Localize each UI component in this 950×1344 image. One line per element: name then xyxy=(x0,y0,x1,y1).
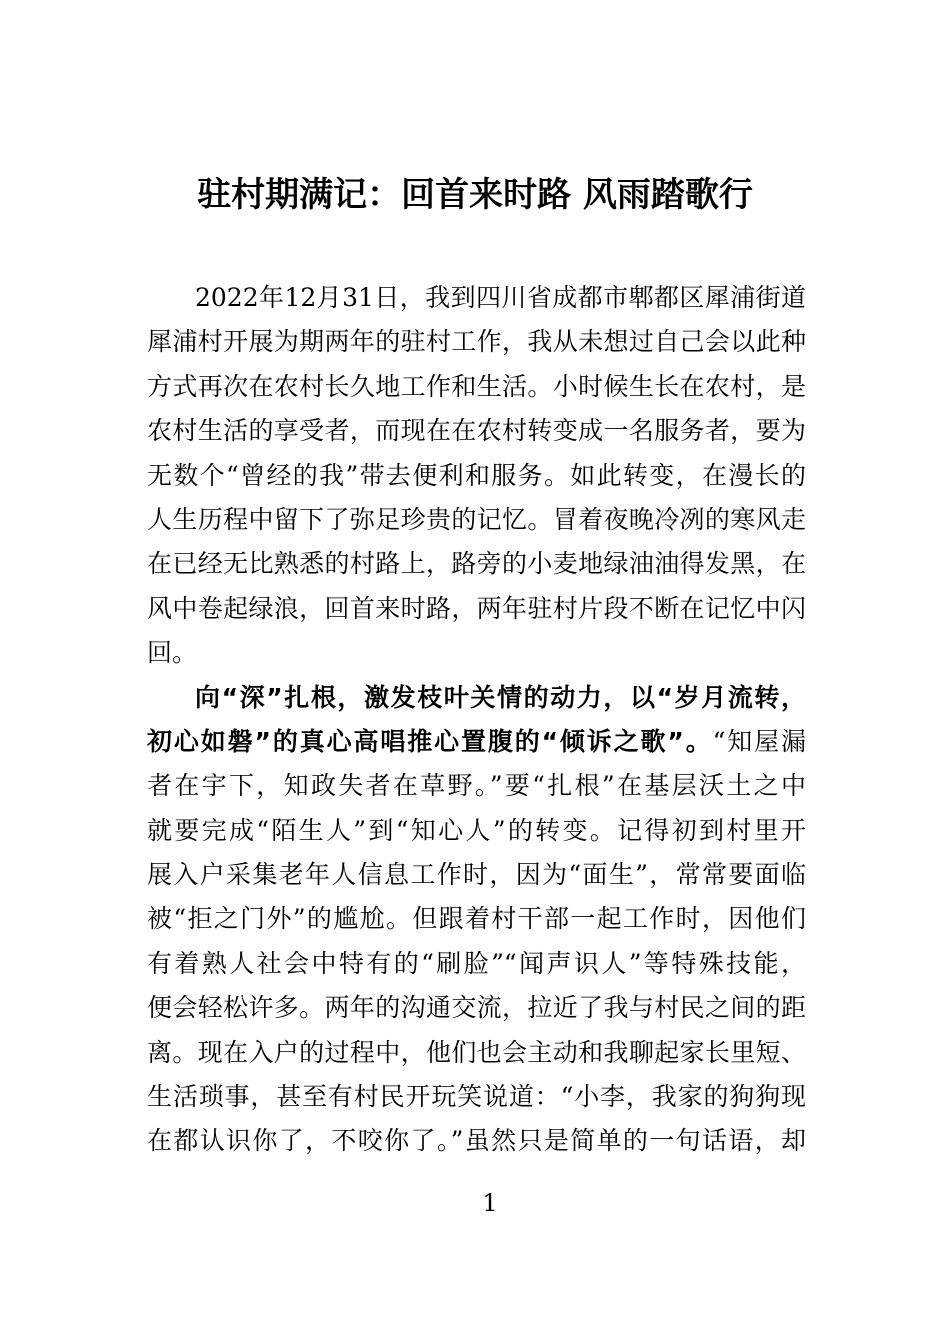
text-line xyxy=(147,720,806,764)
text-line: 犀浦村开展为期两年的驻村工作，我从未想过自己会以此种 xyxy=(147,327,806,357)
text-line: 人生历程中留下了弥足珍贵的记忆。冒着夜晚冷冽的寒风走 xyxy=(147,504,806,534)
page-number: 1 xyxy=(482,1189,498,1217)
paragraph-1 xyxy=(147,276,806,676)
text-line: 便会轻松许多。两年的沟通交流，拉近了我与村民之间的距 xyxy=(147,993,806,1023)
text-line: 风中卷起绿浪，回首来时路，两年驻村片段不断在记忆中闪 xyxy=(147,593,806,623)
document-body xyxy=(147,276,806,1164)
text-line: 方式再次在农村长久地工作和生活。小时候生长在农村，是 xyxy=(147,371,806,401)
text-line: 在已经无比熟悉的村路上，路旁的小麦地绿油油得发黑，在 xyxy=(147,549,806,579)
text-line: 在都认识你了，不咬你了。”虽然只是简单的一句话语，却 xyxy=(147,1126,806,1156)
document-title: 驻村期满记：回首来时路 风雨踏歌行 xyxy=(197,175,753,215)
text-line: 生活琐事，甚至有村民开玩笑说道：“小李，我家的狗狗现 xyxy=(147,1082,806,1112)
text-line: 被“拒之门外”的尴尬。但跟着村干部一起工作时，因他们 xyxy=(147,904,806,934)
paragraph-2 xyxy=(147,676,806,1164)
text-line: 有着熟人社会中特有的“刷脸”“闻声识人”等特殊技能， xyxy=(147,948,806,978)
section-heading-line: 向“深”扎根，激发枝叶关情的动力，以“岁月流转， xyxy=(195,682,806,712)
text-line: 回。 xyxy=(147,638,198,668)
text-line: 农村生活的享受者，而现在在农村转变成一名服务者，要为 xyxy=(147,416,806,446)
text-line: 2022年12月31日，我到四川省成都市郫都区犀浦街道 xyxy=(195,283,806,312)
text-line: 就要完成“陌生人”到“知心人”的转变。记得初到村里开 xyxy=(147,815,806,845)
section-heading-end: 初心如磐”的真心高唱推心置腹的“倾诉之歌”。 xyxy=(147,726,713,756)
text-line: 者在宇下，知政失者在草野。”要“扎根”在基层沃土之中 xyxy=(147,771,806,801)
text-segment: “知屋漏 xyxy=(712,726,806,756)
text-line: 无数个“曾经的我”带去便利和服务。如此转变，在漫长的 xyxy=(147,460,806,490)
text-line: 离。现在入户的过程中，他们也会主动和我聊起家长里短、 xyxy=(147,1037,806,1067)
text-line: 展入户采集老年人信息工作时，因为“面生”，常常要面临 xyxy=(147,860,806,890)
